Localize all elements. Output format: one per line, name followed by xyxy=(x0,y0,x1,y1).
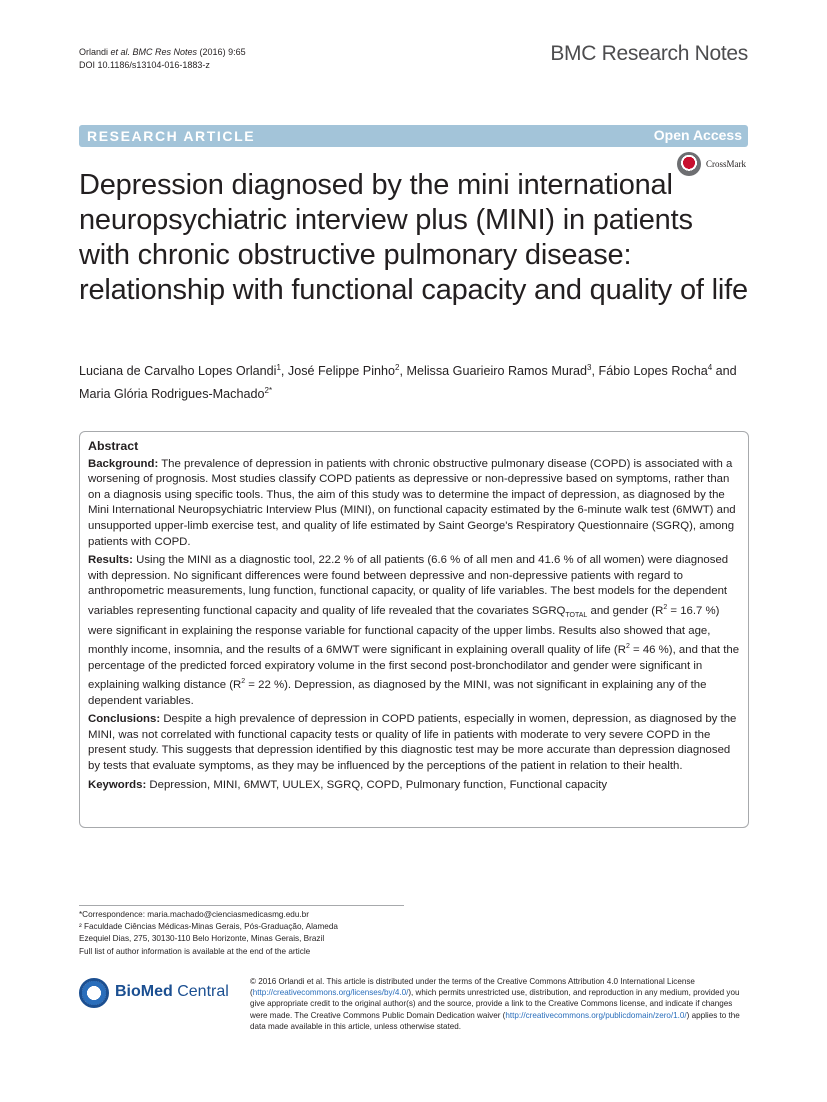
author-list: Luciana de Carvalho Lopes Orlandi$^1$, José Felippe Pinho$^2$, Melissa Guarieiro Ramos Murad$^3$, Fábio Lopes Rocha$^4$ and Maria Glória Rodrigues-Machado$^{2*}$ xyxy=(79,363,737,402)
author: Fábio Lopes Rocha xyxy=(598,364,708,379)
public-domain-link[interactable]: http://creativecommons.org/publicdomain/zero/1.0/ xyxy=(505,1010,687,1020)
journal-name: BMC Research Notes xyxy=(550,42,748,65)
author-affiliation: 4 xyxy=(707,363,713,372)
author-affiliation: 1 xyxy=(276,363,281,372)
author-affiliation: 3 xyxy=(587,363,592,372)
abstract-results: Results: Using the MINI as a diagnostic tool, 22.2 % of all patients (6.6 % of all men and 41.6 % of all women) were diagnosed with depression. No significant differences were found between depressive and non-depressive patients with regard to anthropometric measurements, lung function, functional capacity, or quality of life variables. The best models for the dependent variables representing functional capacity and quality of life revealed that the covariates $SGRQ_{TOTAL}$ and gender ($R^2 = 16.7$ %) were significant in explaining the response variable for functional capacity of the upper limbs. Results also showed that age, monthly income, insomnia, and the results of a 6MWT were significant in explaining overall quality of life ($R^2 = 46$ %), and that the percentage of the predicted forced expiratory volume in the first second post-bronchodilator and gender were significant in explaining walking distance ($R^2 = 22$ %). Depression, as diagnosed by the MINI, was not significant in explaining any of the dependent variables. xyxy=(88,554,740,707)
author: José Felippe Pinho xyxy=(287,364,396,379)
biomed-central-logo-icon xyxy=(79,978,109,1008)
open-access-label: Open Access xyxy=(653,127,742,143)
author: Luciana de Carvalho Lopes Orlandi xyxy=(79,364,277,379)
author-info-note: Full list of author information is available at the end of the article xyxy=(79,946,311,956)
footnotes xyxy=(79,909,409,958)
license-notice: © 2016 Orlandi et al. This article is distributed under the terms of the Creative Commons Attribution 4.0 International License (http://creativecommons.org/licenses/by/4.0/), which permits unrestricted use, distribution, and reproduction in any medium, provided you give appropriate credit to the original author(s) and the source, provide a link to the Creative Commons license, and indicate if changes were made. The Creative Commons Public Domain Dedication waiver (http://creativecommons.org/publicdomain/zero/1.0/) applies to the data made available in this article, unless otherwise stated. xyxy=(250,977,740,1031)
citation-header xyxy=(79,46,246,72)
abstract-conclusions: Conclusions: Despite a high prevalence of depression in COPD patients, especially in women, depression, as diagnosed by the MINI, was not correlated with functional capacity tests or quality of life in patients with moderate to very severe COPD in the present study. This suggests that depression identified by this diagnostic test may be more accurate than depression diagnosed by tests that evaluate symptoms, as they may be influenced by the perceptions of the patient in relation to their health. xyxy=(88,713,737,772)
abstract-heading: Abstract xyxy=(88,439,139,453)
correspondence: *Correspondence: maria.machado@cienciasmedicasmg.edu.br xyxy=(79,910,309,919)
abstract-keywords: Keywords: Depression, MINI, 6MWT, UULEX, SGRQ, COPD, Pulmonary function, Functional capacity xyxy=(88,778,608,791)
affiliation: ² Faculdade Ciências Médicas-Minas Gerais, Pós-Graduação, Alameda xyxy=(79,922,338,932)
abstract-background: Background: The prevalence of depression in patients with chronic obstructive pulmonary disease (COPD) is associated with a worsening of prognosis. Most studies classify COPD patients as depressive or non-depressive based on symptoms, rather than on a diagnosis using specific tools. Thus, the aim of this study was to determine the impact of depression, as diagnosed by the Mini International Neuropsychiatric Interview Plus (MINI), on functional capacity estimated by the 6-minute walk test (6MWT) and unsupported upper-limb exercise test, and quality of life estimated by Saint George's Respiratory Questionnaire (SGRQ), among patients with COPD. xyxy=(88,457,736,548)
affiliation: Ezequiel Dias, 275, 30130-110 Belo Horizonte, Minas Gerais, Brazil xyxy=(79,934,325,944)
footnote-divider xyxy=(79,905,404,906)
biomed-central-logo xyxy=(79,978,239,1008)
article-title: Depression diagnosed by the mini international neuropsychiatric interview plus (MINI) in patients with chronic obstructive pulmonary disease: relationship with functional capacity and quality of life xyxy=(79,169,748,306)
article-type-label: RESEARCH ARTICLE xyxy=(87,128,256,144)
author-affiliation: 2 xyxy=(395,363,400,372)
license-link[interactable]: http://creativecommons.org/licenses/by/4.0/ xyxy=(252,988,409,998)
doi: DOI 10.1186/s13104-016-1883-z xyxy=(79,60,210,70)
publisher-name: BioMed Central xyxy=(115,983,229,1000)
article-type-banner xyxy=(79,125,748,147)
author: Maria Glória Rodrigues-Machado xyxy=(79,387,265,402)
abstract-box xyxy=(79,431,749,828)
crossmark-label: CrossMark xyxy=(706,159,746,169)
author-affiliation: 2* xyxy=(264,386,273,396)
author: Melissa Guarieiro Ramos Murad xyxy=(406,364,588,379)
citation-line: Orlandi et al. BMC Res Notes (2016) 9:65 xyxy=(79,47,246,57)
